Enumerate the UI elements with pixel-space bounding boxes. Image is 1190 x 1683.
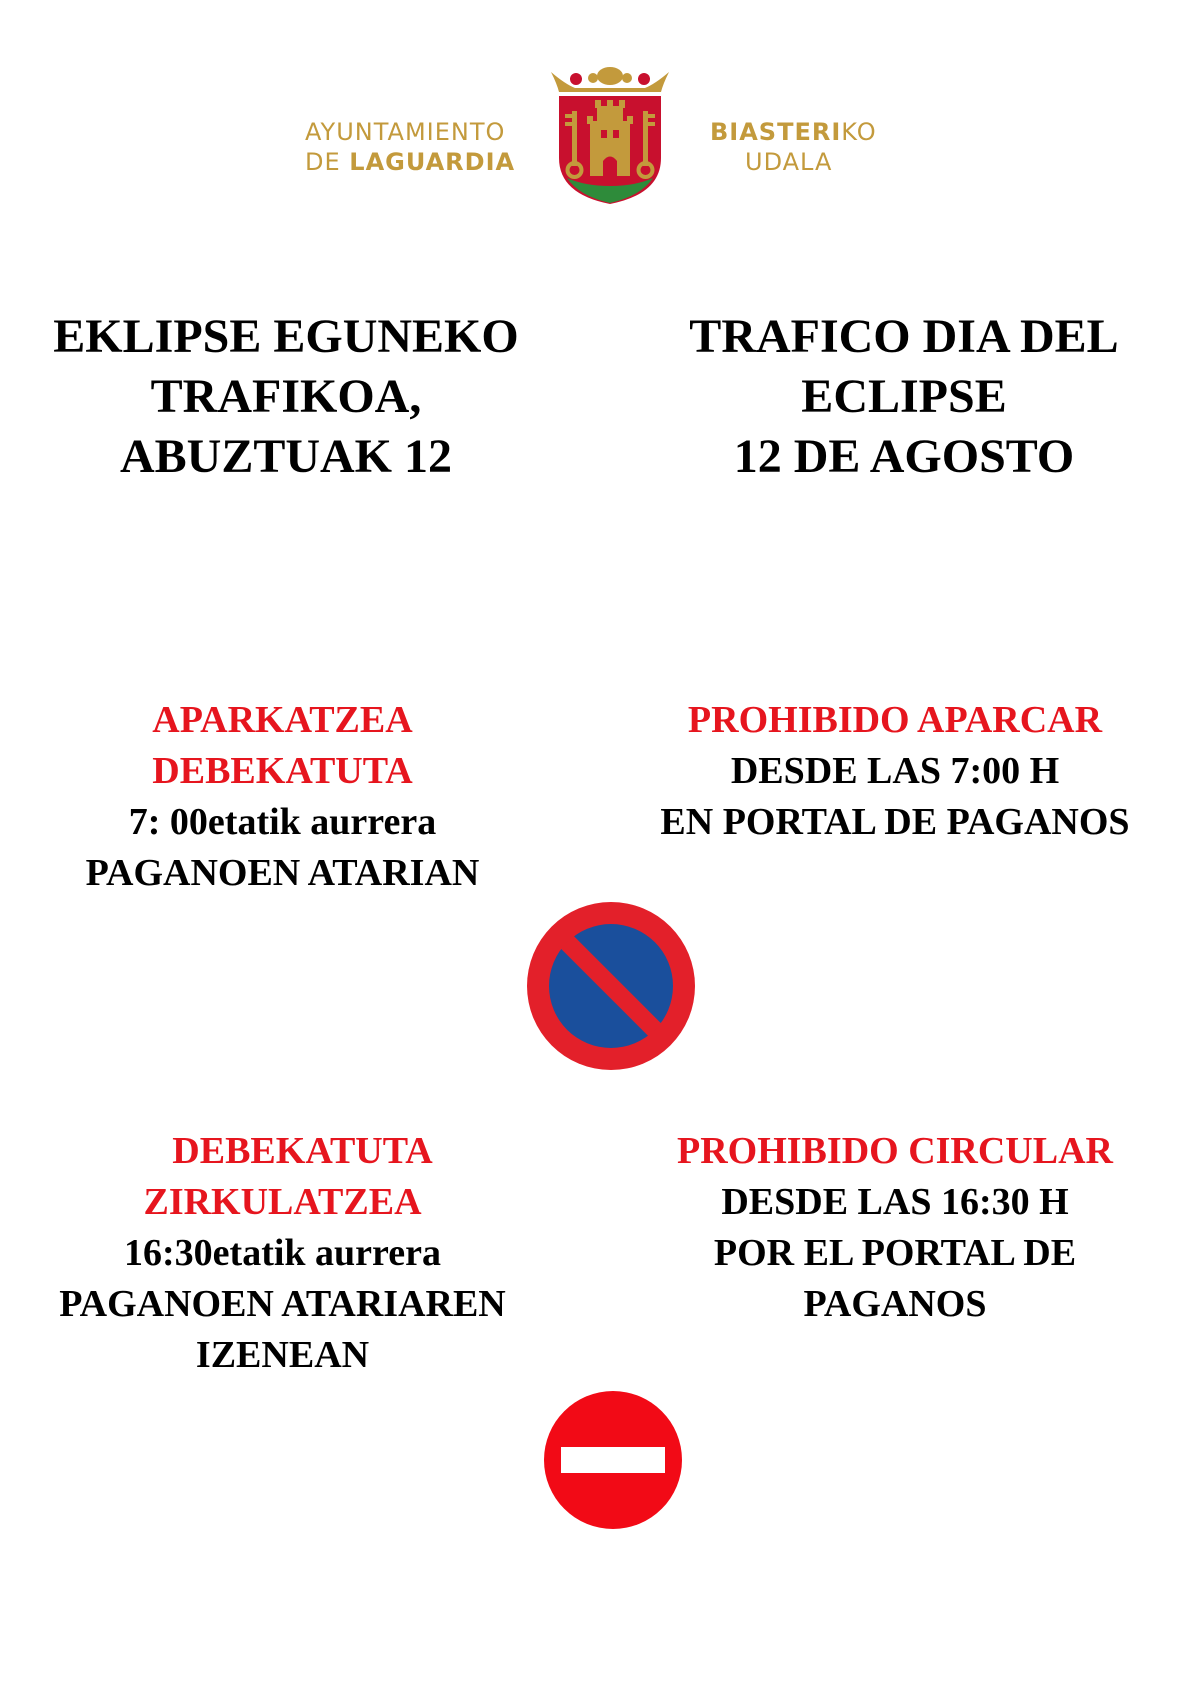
title-basque <box>0 307 572 487</box>
parking-heading-spanish: PROHIBIDO APARCAR <box>687 699 1103 741</box>
circulation-heading-basque: ZIRKULATZEA <box>143 1181 422 1223</box>
circulation-body-spanish: POR EL PORTAL DE <box>713 1232 1077 1274</box>
title-spanish-line: 12 DE AGOSTO <box>733 430 1075 483</box>
circulation-heading-basque: DEBEKATUTA <box>172 1130 433 1172</box>
title-spanish-line: TRAFICO DIA DEL <box>689 310 1119 363</box>
parking-notice-basque <box>0 695 565 899</box>
parking-body-basque: 7: 00etatik aurrera <box>128 801 437 843</box>
circulation-body-basque: 16:30etatik aurrera <box>124 1232 441 1274</box>
parking-heading-basque: DEBEKATUTA <box>152 750 413 792</box>
circulation-body-basque: IZENEAN <box>195 1334 370 1376</box>
circulation-notice-spanish <box>600 1126 1190 1330</box>
logo-spanish-line1: AYUNTAMIENTO <box>305 118 506 146</box>
title-basque-line: TRAFIKOA, <box>150 370 422 423</box>
logo-basque-line2: UDALA <box>745 148 833 176</box>
no-entry-sign-icon <box>543 1390 683 1530</box>
logo-text-spanish <box>305 117 535 177</box>
title-basque-line: EKLIPSE EGUNEKO <box>53 310 519 363</box>
circulation-body-spanish: DESDE LAS 16:30 H <box>721 1181 1069 1223</box>
logo-text-basque <box>710 117 910 177</box>
no-parking-sign-icon <box>526 901 696 1071</box>
logo-basque-line1a: BIASTERI <box>710 118 842 146</box>
logo-spanish-line2a: DE <box>305 148 350 176</box>
parking-body-spanish: EN PORTAL DE PAGANOS <box>660 801 1130 843</box>
logo-spanish-line2b: LAGUARDIA <box>349 148 516 176</box>
parking-heading-basque: APARKATZEA <box>152 699 413 741</box>
parking-body-spanish: DESDE LAS 7:00 H <box>730 750 1060 792</box>
parking-body-basque: PAGANOEN ATARIAN <box>85 852 480 894</box>
parking-notice-spanish <box>600 695 1190 848</box>
circulation-body-basque: PAGANOEN ATARIAREN <box>59 1283 506 1325</box>
title-spanish <box>618 307 1190 487</box>
circulation-notice-basque <box>0 1126 565 1381</box>
coat-of-arms-icon <box>545 66 675 206</box>
title-spanish-line: ECLIPSE <box>801 370 1007 423</box>
circulation-body-spanish: PAGANOS <box>803 1283 987 1325</box>
municipal-logo <box>297 66 897 206</box>
title-basque-line: ABUZTUAK 12 <box>119 430 453 483</box>
logo-basque-line1b: KO <box>841 118 877 146</box>
circulation-heading-spanish: PROHIBIDO CIRCULAR <box>677 1130 1113 1172</box>
